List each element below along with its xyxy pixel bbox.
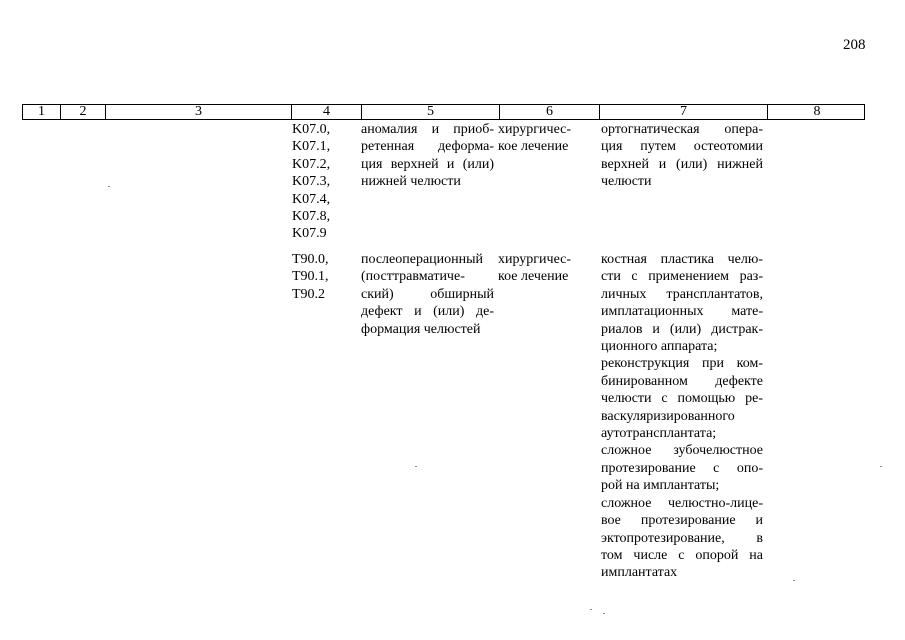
- row2-col4-codes: [292, 251, 352, 303]
- text-line: ционного аппарата;: [601, 339, 718, 355]
- text-line: K07.0,: [292, 122, 331, 137]
- scan-speck: [415, 466, 417, 467]
- text-line: дефект и (или) де-: [361, 304, 494, 320]
- text-line: аномалия и приоб-: [361, 122, 494, 137]
- header-cell-4: 4: [291, 105, 361, 119]
- row2-col5-diagnosis: [361, 251, 494, 338]
- text-line: имплатационных мате-: [601, 304, 763, 320]
- text-line: ский) обширный: [361, 286, 494, 302]
- scan-speck: [880, 466, 882, 467]
- row1-col6-treatment: [498, 121, 578, 156]
- text-line: K07.4,: [292, 191, 331, 207]
- text-line: K07.8,: [292, 209, 331, 225]
- text-line: бинированном дефекте: [601, 373, 763, 389]
- text-line: сти с применением раз-: [601, 269, 763, 285]
- text-line: формация челюстей: [361, 321, 481, 337]
- text-line: кое лечение: [498, 269, 569, 285]
- text-line: K07.3,: [292, 174, 331, 190]
- text-line: ортогнатическая опера-: [601, 122, 763, 137]
- text-line: K07.2,: [292, 156, 331, 172]
- text-line: ция верхней и (или): [361, 156, 494, 172]
- text-line: T90.0,: [292, 252, 329, 267]
- header-cell-3: 3: [105, 105, 291, 119]
- scan-speck: [108, 186, 110, 187]
- text-line: K07.1,: [292, 139, 331, 155]
- row2-col7-method: [601, 251, 763, 582]
- text-line: протезирование с опо-: [601, 460, 763, 476]
- header-cell-2: 2: [60, 105, 105, 119]
- text-line: вое протезирование и: [601, 513, 763, 529]
- text-line: послеоперационный: [361, 252, 484, 267]
- text-line: верхней и (или) нижней: [601, 156, 763, 172]
- text-line: эктопротезирование, в: [601, 530, 763, 546]
- text-line: том числе с опорой на: [601, 547, 763, 563]
- text-line: сложное зубочелюстное: [601, 443, 763, 459]
- text-line: челюсти с помощью ре-: [601, 391, 763, 407]
- text-line: T90.1,: [292, 269, 329, 285]
- text-line: T90.2: [292, 286, 326, 302]
- header-cell-6: 6: [499, 105, 599, 119]
- text-line: ция путем остеотомии: [601, 139, 763, 155]
- scan-speck: [590, 609, 592, 610]
- text-line: имплантатах: [601, 565, 678, 581]
- text-line: ретенная деформа-: [361, 139, 494, 155]
- text-line: рой на имплантаты;: [601, 478, 720, 494]
- text-line: челюсти: [601, 174, 652, 190]
- row1-col4-codes: [292, 121, 352, 243]
- row2-col6-treatment: [498, 251, 578, 286]
- text-line: костная пластика челю-: [601, 252, 763, 267]
- text-line: хирургичес-: [498, 252, 572, 267]
- text-line: аутотрансплантата;: [601, 426, 717, 442]
- text-line: васкуляризированного: [601, 408, 735, 424]
- page-number: 208: [843, 37, 866, 53]
- text-line: нижней челюсти: [361, 174, 461, 190]
- header-cell-1: 1: [38, 104, 45, 119]
- header-cell-7: 7: [599, 105, 767, 119]
- table-header-row: [22, 104, 865, 120]
- text-line: сложное челюстно-лице-: [601, 495, 763, 511]
- text-line: реконструкция при ком-: [601, 356, 763, 372]
- row1-col7-method: [601, 121, 763, 191]
- text-line: риалов и (или) дистрак-: [601, 321, 763, 337]
- text-line: (посттравматиче-: [361, 269, 465, 285]
- row1-col5-diagnosis: [361, 121, 494, 191]
- text-line: K07.9: [292, 226, 327, 242]
- scan-speck: [793, 580, 795, 581]
- text-line: личных трансплантатов,: [601, 286, 763, 302]
- text-line: хирургичес-: [498, 122, 572, 137]
- scan-speck: [603, 613, 605, 614]
- header-cell-5: 5: [361, 105, 499, 119]
- text-line: кое лечение: [498, 139, 569, 155]
- header-cell-8: 8: [767, 105, 866, 119]
